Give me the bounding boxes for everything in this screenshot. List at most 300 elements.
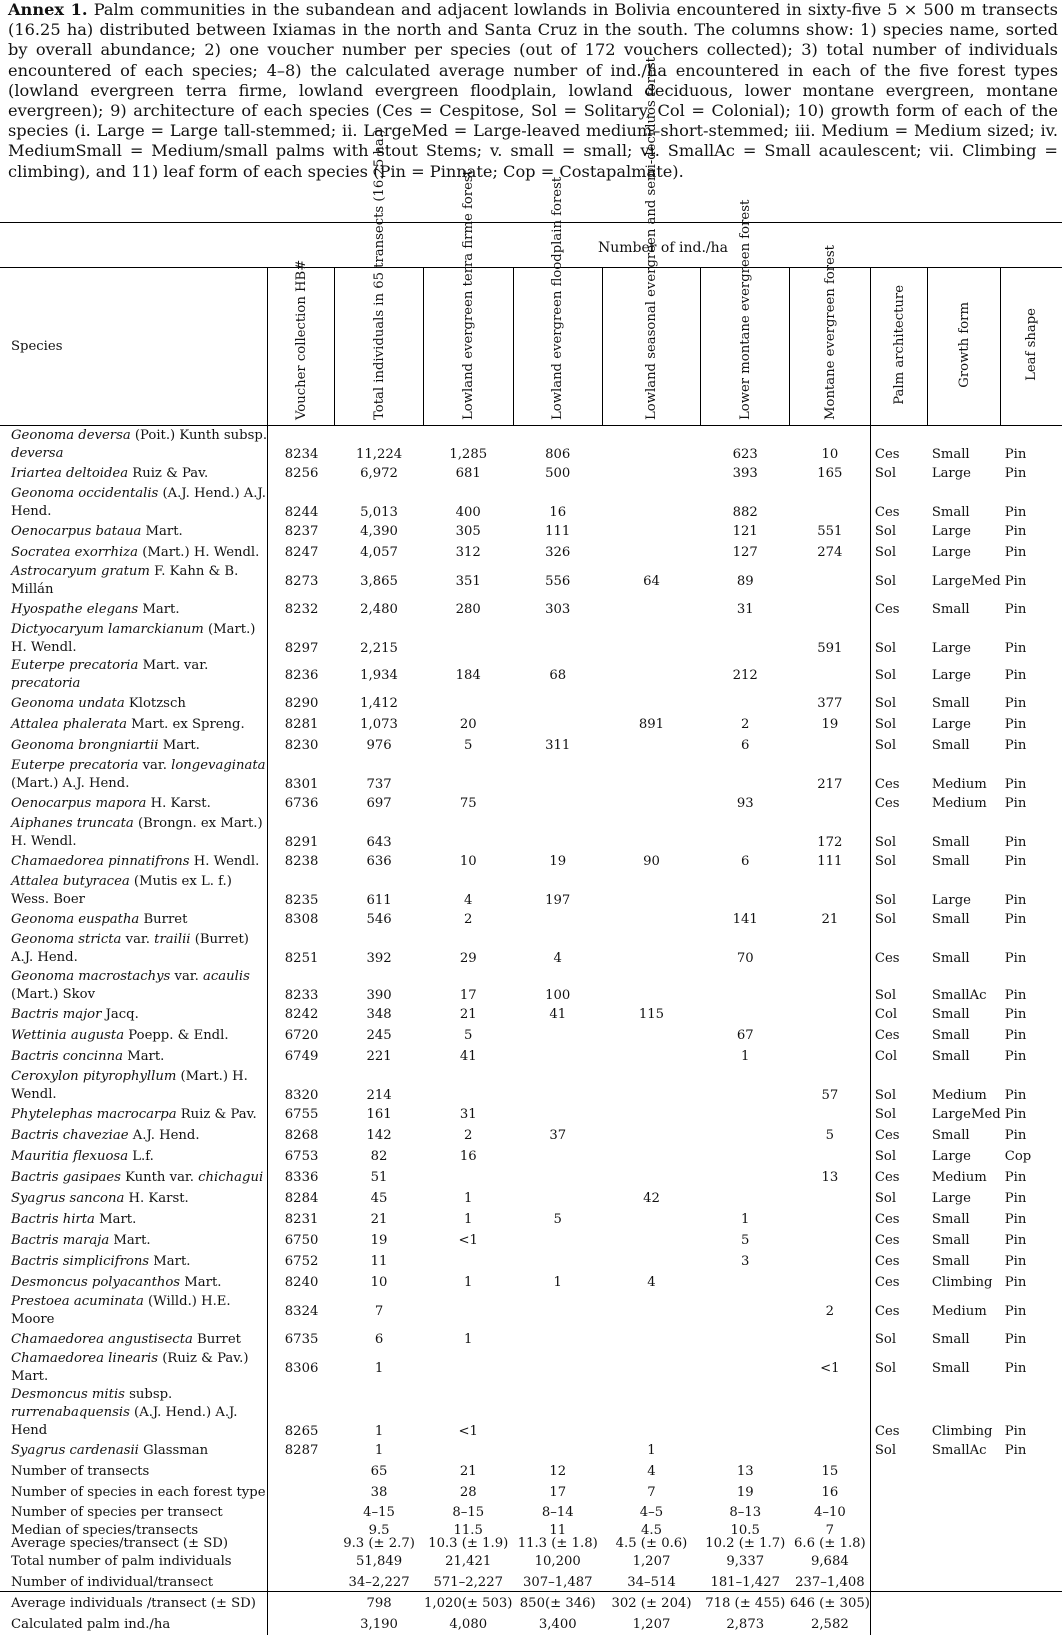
- summary-value: 302 (± 204): [611, 1595, 692, 1611]
- total-cell: 51: [370, 1170, 388, 1185]
- table-row: [0, 463, 1062, 484]
- summary-value: 2,873: [726, 1616, 765, 1632]
- species-authority: L.f.: [128, 1148, 154, 1164]
- lower-montane-cell: 5: [741, 1233, 750, 1248]
- leaf-shape-cell: Pin: [1004, 1424, 1027, 1439]
- species-name-cell: [0, 872, 268, 909]
- growth-form-cell: SmallAc: [931, 988, 987, 1003]
- species-name-cell: [0, 1329, 268, 1350]
- summary-value: 4–15: [363, 1505, 395, 1521]
- voucher-cell: 8291: [268, 814, 335, 851]
- caption-text: Palm communities in the subandean and adjacent lowlands in Bolivia encountered in sixty-five 5 × 500 m transects (16.25 ha) distributed between Ixiamas in the north and Santa Cruz in the south. The columns show: 1) species name, sorted by overall abundance; 2) one voucher number per species (out of 172 vouchers collected); 3) total number of individuals encountered of each species; 4–8) the calculated average number of ind./ha encountered in each of the five forest types (lowland evergreen terra firme, lowland evergreen floodplain, lowland deciduous, lower montane evergreen, montane evergreen); 9) architecture of each species (Ces = Cespitose, Sol = Solitary, Col = Colonial); 10) growth form of each of the species (i. Large = Large tall-stemmed; ii. LargeMed = Large-leaved medium–short-stemmed; iii. Medium = Medium sized; iv. MediumSmall = Medium/small palms with stout Stems; v. small = small; vi. SmallAc = Small acaulescent; vii. Climbing = climbing), and 11) leaf form of each species (Pin = Pinnate; Cop = Costapalmate).: [8, 0, 1058, 181]
- summary-label-cell: [0, 1593, 268, 1614]
- summary-value: 237–1,408: [795, 1575, 865, 1591]
- summary-value: 34–2,227: [348, 1575, 410, 1591]
- architecture-cell: Ces: [870, 1293, 927, 1329]
- species-authority: (Mutis ex L. f.) Wess. Boer: [11, 873, 232, 907]
- summary-value: 4–10: [813, 1505, 846, 1521]
- summary-value: 65: [370, 1463, 388, 1479]
- table-caption: [8, 0, 1058, 182]
- summary-montane-cell: [790, 1503, 871, 1524]
- species-authority: Mart.: [180, 1274, 222, 1290]
- summary-leaf-cell: [1001, 1503, 1062, 1524]
- summary-terra-firme-cell: [423, 1572, 513, 1593]
- seasonal-cell: 115: [638, 1007, 665, 1022]
- summary-value-secondary: 9.3 (± 2.7): [343, 1536, 415, 1552]
- total-cell: 976: [366, 738, 392, 753]
- architecture-cell: Sol: [870, 521, 927, 542]
- species-authority: (A.J. Hend.) A.J. Hend.: [11, 485, 266, 519]
- montane-cell: [790, 657, 871, 693]
- table-row: [0, 1067, 1062, 1104]
- table-row: [0, 1386, 1062, 1440]
- terra-firme-cell: 17: [459, 988, 477, 1003]
- species-authority: Jacq.: [101, 1006, 139, 1022]
- montane-cell: [790, 1329, 871, 1350]
- architecture-cell: Sol: [870, 814, 927, 851]
- montane-cell: 10: [821, 447, 839, 462]
- architecture-cell: Sol: [870, 872, 927, 909]
- top-rule: [0, 222, 1062, 223]
- summary-growth-cell: [928, 1523, 1001, 1551]
- growth-form-cell: Large: [931, 1191, 971, 1206]
- summary-total-cell: [335, 1461, 423, 1482]
- species-authority: Klotzsch: [124, 695, 186, 711]
- montane-cell: 19: [821, 717, 839, 732]
- species-binomial: Bactris concinna: [11, 1048, 123, 1064]
- summary-value-secondary: 11.3 (± 1.8): [517, 1536, 598, 1552]
- leaf-shape-cell: Pin: [1004, 573, 1027, 589]
- summary-value: 34–514: [627, 1575, 676, 1591]
- voucher-cell: 8237: [268, 521, 335, 542]
- montane-cell: 377: [817, 696, 843, 711]
- table-row: [0, 1104, 1062, 1125]
- species-authority: var.: [121, 931, 155, 947]
- terra-firme-cell: [423, 1440, 513, 1461]
- total-cell: 348: [366, 1007, 392, 1022]
- leaf-shape-cell: Pin: [1004, 738, 1027, 753]
- lower-montane-cell: 121: [732, 524, 758, 539]
- architecture-cell: Ces: [870, 756, 927, 793]
- terra-firme-cell: 1: [464, 1332, 473, 1347]
- summary-lower-montane-cell: [701, 1503, 790, 1524]
- montane-cell: 172: [817, 835, 843, 850]
- species-binomial: Wettinia augusta: [11, 1027, 125, 1043]
- table-row: [0, 1329, 1062, 1350]
- lower-montane-cell: 6: [741, 738, 750, 753]
- seasonal-cell: 1: [647, 1443, 656, 1458]
- total-cell: 19: [370, 1233, 388, 1248]
- lower-montane-cell: [701, 1067, 790, 1104]
- summary-floodplain-cell: [513, 1593, 602, 1614]
- species-name-cell: [0, 693, 268, 714]
- species-binomial: Oenocarpus bataua: [11, 523, 142, 539]
- species-name-cell: [0, 1293, 268, 1329]
- summary-value: 8–13: [729, 1505, 762, 1521]
- seasonal-cell: [602, 1350, 700, 1386]
- species-authority: Burret: [139, 911, 188, 927]
- species-name-cell: [0, 1004, 268, 1025]
- seasonal-cell: [602, 1329, 700, 1350]
- floodplain-cell: [513, 620, 602, 657]
- species-binomial: Prestoea acuminata: [11, 1294, 144, 1309]
- species-binomial: Socratea exorrhiza: [11, 544, 138, 560]
- col-header-floodplain: Lowland evergreen floodplain forest: [550, 176, 566, 420]
- col-header-species: Species: [0, 268, 268, 426]
- terra-firme-cell: 10: [459, 854, 477, 869]
- seasonal-cell: [602, 1067, 700, 1104]
- growth-form-cell: SmallAc: [931, 1443, 987, 1458]
- terra-firme-cell: 1: [464, 1275, 473, 1290]
- growth-form-cell: Small: [931, 738, 970, 753]
- montane-cell: [790, 1272, 871, 1293]
- floodplain-cell: 100: [545, 988, 571, 1003]
- summary-voucher-cell: [268, 1593, 335, 1614]
- growth-form-cell: Small: [931, 1212, 970, 1227]
- infraspecific-epithet: rurrenabaquensis: [11, 1405, 130, 1420]
- summary-value: 850(± 346): [519, 1595, 596, 1611]
- species-authority: H. Karst.: [146, 795, 211, 811]
- voucher-cell: 8336: [268, 1167, 335, 1188]
- species-binomial: Euterpe precatoria: [11, 658, 139, 673]
- summary-value: 12: [549, 1463, 567, 1479]
- voucher-cell: 6750: [268, 1230, 335, 1251]
- header-row: [0, 268, 1062, 426]
- species-authority: Mart.: [109, 1232, 151, 1248]
- leaf-shape-cell: Pin: [1004, 1360, 1027, 1376]
- summary-leaf-cell: [1001, 1593, 1062, 1614]
- terra-firme-cell: <1: [458, 1233, 478, 1248]
- montane-cell: [790, 1440, 871, 1461]
- total-cell: 21: [370, 1212, 388, 1227]
- montane-cell: 551: [817, 524, 843, 539]
- seasonal-cell: [602, 620, 700, 657]
- voucher-cell: 6736: [268, 793, 335, 814]
- species-binomial: Bactris major: [11, 1006, 102, 1022]
- table-row: [0, 1272, 1062, 1293]
- floodplain-cell: 4: [553, 951, 562, 966]
- total-cell: 7: [374, 1303, 384, 1319]
- species-binomial: Chamaedorea linearis: [11, 1351, 159, 1366]
- voucher-cell: 8268: [268, 1125, 335, 1146]
- floodplain-cell: [513, 1293, 602, 1329]
- voucher-cell: 8233: [268, 967, 335, 1004]
- leaf-shape-cell: Pin: [1004, 854, 1027, 869]
- summary-voucher-cell: [268, 1503, 335, 1524]
- lower-montane-cell: [701, 1329, 790, 1350]
- table-row: [0, 620, 1062, 657]
- species-authority: Poepp. & Endl.: [124, 1027, 229, 1043]
- species-name-cell: [0, 1104, 268, 1125]
- terra-firme-cell: 351: [455, 573, 481, 589]
- summary-seasonal-cell: [602, 1551, 700, 1572]
- lower-montane-cell: 141: [732, 912, 758, 927]
- summary-architecture-cell: [870, 1551, 927, 1572]
- floodplain-cell: [513, 1329, 602, 1350]
- summary-label-cell: [0, 1572, 268, 1593]
- summary-floodplain-cell: [513, 1551, 602, 1572]
- species-authority: H. Karst.: [124, 1190, 189, 1206]
- table-body: [0, 426, 1062, 1635]
- infraspecific-epithet: deversa: [11, 445, 64, 461]
- floodplain-cell: [513, 793, 602, 814]
- floodplain-cell: [513, 814, 602, 851]
- species-name-cell: [0, 1272, 268, 1293]
- species-name-cell: [0, 967, 268, 1004]
- species-authority: Kunth var.: [120, 1169, 199, 1185]
- architecture-cell: Ces: [870, 1167, 927, 1188]
- species-name-cell: [0, 620, 268, 657]
- table-row: [0, 930, 1062, 967]
- lower-montane-cell: 3: [741, 1254, 750, 1269]
- growth-form-cell: Large: [931, 524, 971, 539]
- table-row: [0, 814, 1062, 851]
- montane-cell: [790, 967, 871, 1004]
- summary-seasonal-cell: [602, 1523, 700, 1551]
- species-name-cell: [0, 484, 268, 521]
- floodplain-cell: 806: [545, 447, 571, 462]
- species-authority: Mart.: [141, 523, 183, 539]
- summary-total-cell: [335, 1482, 423, 1503]
- leaf-shape-cell: Pin: [1004, 1254, 1027, 1269]
- voucher-cell: 6755: [268, 1104, 335, 1125]
- infraspecific-authority: (Mart.) Skov: [11, 986, 96, 1002]
- summary-lower-montane-cell: [701, 1523, 790, 1551]
- lower-montane-cell: 393: [732, 466, 758, 481]
- total-cell: 5,013: [360, 505, 398, 520]
- floodplain-cell: [513, 1230, 602, 1251]
- terra-firme-cell: [423, 1293, 513, 1329]
- terra-firme-cell: 280: [455, 602, 481, 617]
- lower-montane-cell: [701, 1386, 790, 1440]
- voucher-cell: 6720: [268, 1025, 335, 1046]
- voucher-cell: 8287: [268, 1440, 335, 1461]
- table-row: [0, 563, 1062, 599]
- seasonal-cell: [602, 484, 700, 521]
- seasonal-cell: 891: [638, 717, 665, 732]
- floodplain-cell: 311: [545, 738, 571, 753]
- table-row: [0, 426, 1062, 464]
- architecture-cell: Sol: [870, 693, 927, 714]
- montane-cell: 13: [821, 1170, 839, 1185]
- col-header-growth-form: Growth form: [956, 301, 972, 388]
- summary-floodplain-cell: [513, 1461, 602, 1482]
- montane-cell: [790, 484, 871, 521]
- floodplain-cell: 500: [545, 466, 571, 481]
- summary-architecture-cell: [870, 1503, 927, 1524]
- summary-label: Number of species in each forest type: [11, 1484, 266, 1500]
- summary-floodplain-cell: [513, 1482, 602, 1503]
- montane-cell: [790, 1004, 871, 1025]
- lower-montane-cell: [701, 1146, 790, 1167]
- leaf-shape-cell: Pin: [1004, 717, 1027, 732]
- species-name-cell: [0, 1386, 268, 1440]
- floodplain-cell: 5: [553, 1212, 562, 1227]
- growth-form-cell: Small: [931, 951, 970, 966]
- species-binomial: Syagrus cardenasii: [11, 1442, 139, 1458]
- terra-firme-cell: 29: [459, 951, 477, 966]
- leaf-shape-cell: Pin: [1004, 1191, 1027, 1206]
- table-row: [0, 872, 1062, 909]
- summary-leaf-cell: [1001, 1523, 1062, 1551]
- species-name-cell: [0, 814, 268, 851]
- growth-form-cell: Large: [931, 1149, 971, 1164]
- table-row: [0, 909, 1062, 930]
- species-name-cell: [0, 657, 268, 693]
- lower-montane-cell: [701, 693, 790, 714]
- floodplain-cell: [513, 693, 602, 714]
- summary-montane-cell: [790, 1614, 871, 1635]
- table-row: [0, 484, 1062, 521]
- growth-form-cell: Small: [931, 1128, 970, 1143]
- species-authority: (Mart.) H. Wendl.: [138, 544, 260, 560]
- table-row: [0, 599, 1062, 620]
- species-binomial: Bactris maraja: [11, 1232, 110, 1248]
- col-header-montane: Montane evergreen forest: [822, 244, 838, 420]
- infraspecific-authority: (Burret) A.J. Hend.: [11, 931, 249, 965]
- species-name-cell: [0, 756, 268, 793]
- voucher-cell: 8238: [268, 851, 335, 872]
- summary-lower-montane-cell: [701, 1593, 790, 1614]
- voucher-cell: 8232: [268, 599, 335, 620]
- summary-seasonal-cell: [602, 1482, 700, 1503]
- total-cell: 643: [366, 835, 392, 850]
- floodplain-cell: 326: [545, 545, 571, 560]
- architecture-cell: Sol: [870, 657, 927, 693]
- summary-value-secondary: 4.5 (± 0.6): [615, 1536, 688, 1552]
- lower-montane-cell: 1: [741, 1049, 750, 1064]
- summary-row: [0, 1461, 1062, 1482]
- summary-value: 21: [459, 1463, 477, 1479]
- lower-montane-cell: 127: [732, 545, 758, 560]
- architecture-cell: Ces: [870, 1209, 927, 1230]
- species-name-cell: [0, 1251, 268, 1272]
- voucher-cell: 8242: [268, 1004, 335, 1025]
- summary-montane-cell: [790, 1461, 871, 1482]
- species-binomial: Geonoma stricta: [11, 931, 122, 947]
- table-row: [0, 735, 1062, 756]
- species-authority: Ruiz & Pav.: [176, 1106, 257, 1122]
- table-row: [0, 1440, 1062, 1461]
- growth-form-cell: Medium: [931, 796, 987, 811]
- terra-firme-cell: [423, 693, 513, 714]
- summary-floodplain-cell: [513, 1523, 602, 1551]
- summary-terra-firme-cell: [423, 1593, 513, 1614]
- species-authority: Mart.: [158, 737, 200, 753]
- species-name-cell: [0, 1167, 268, 1188]
- summary-voucher-cell: [268, 1461, 335, 1482]
- floodplain-cell: [513, 1067, 602, 1104]
- summary-leaf-cell: [1001, 1482, 1062, 1503]
- floodplain-cell: 37: [549, 1128, 567, 1143]
- infraspecific-authority: (A.J. Hend.) A.J. Hend: [11, 1405, 238, 1438]
- leaf-shape-cell: Pin: [1004, 835, 1027, 850]
- summary-voucher-cell: [268, 1572, 335, 1593]
- total-cell: 697: [366, 796, 392, 811]
- total-cell: 6: [374, 1332, 384, 1347]
- seasonal-cell: [602, 426, 700, 464]
- species-binomial: Desmoncus polyacanthos: [11, 1274, 181, 1290]
- species-binomial: Phytelephas macrocarpa: [11, 1106, 177, 1122]
- growth-form-cell: Large: [931, 893, 971, 908]
- summary-growth-cell: [928, 1461, 1001, 1482]
- voucher-cell: 8244: [268, 484, 335, 521]
- voucher-cell: 6735: [268, 1329, 335, 1350]
- seasonal-cell: [602, 1125, 700, 1146]
- voucher-cell: 6749: [268, 1046, 335, 1067]
- growth-form-cell: Medium: [931, 1303, 987, 1319]
- species-binomial: Mauritia flexuosa: [11, 1148, 129, 1164]
- architecture-cell: Ces: [870, 484, 927, 521]
- floodplain-cell: [513, 1167, 602, 1188]
- total-cell: 82: [370, 1149, 388, 1164]
- total-cell: 161: [366, 1107, 392, 1122]
- summary-growth-cell: [928, 1614, 1001, 1635]
- terra-firme-cell: 184: [455, 667, 481, 683]
- summary-value: 4–5: [639, 1505, 664, 1521]
- floodplain-cell: [513, 1386, 602, 1440]
- species-binomial: Bactris gasipaes: [11, 1169, 121, 1185]
- montane-cell: 57: [821, 1088, 839, 1103]
- leaf-shape-cell: Pin: [1004, 602, 1027, 617]
- total-cell: 392: [366, 951, 392, 966]
- summary-value: 2,582: [810, 1616, 849, 1632]
- leaf-shape-cell: Pin: [1004, 912, 1027, 927]
- architecture-cell: Sol: [870, 463, 927, 484]
- species-binomial: Bactris chaveziae: [11, 1127, 129, 1143]
- table-row: [0, 1146, 1062, 1167]
- summary-value: 646 (± 305): [789, 1595, 870, 1611]
- summary-growth-cell: [928, 1572, 1001, 1593]
- voucher-cell: 8240: [268, 1272, 335, 1293]
- summary-row: [0, 1572, 1062, 1593]
- voucher-cell: 8290: [268, 693, 335, 714]
- summary-value: 9,337: [726, 1554, 765, 1570]
- floodplain-cell: 41: [549, 1007, 567, 1022]
- growth-form-cell: Small: [931, 696, 970, 711]
- seasonal-cell: [602, 1251, 700, 1272]
- terra-firme-cell: 41: [459, 1049, 477, 1064]
- voucher-cell: 8284: [268, 1188, 335, 1209]
- table-row: [0, 521, 1062, 542]
- total-cell: 1: [374, 1443, 384, 1458]
- seasonal-cell: [602, 735, 700, 756]
- architecture-cell: Ces: [870, 1125, 927, 1146]
- summary-row: [0, 1503, 1062, 1524]
- terra-firme-cell: 2: [464, 1128, 473, 1143]
- lower-montane-cell: 212: [732, 667, 758, 683]
- summary-seasonal-cell: [602, 1503, 700, 1524]
- species-binomial: Geonoma euspatha: [11, 911, 140, 927]
- montane-cell: [790, 1046, 871, 1067]
- architecture-cell: Sol: [870, 967, 927, 1004]
- seasonal-cell: [602, 756, 700, 793]
- summary-architecture-cell: [870, 1614, 927, 1635]
- growth-form-cell: Medium: [931, 1088, 987, 1103]
- lower-montane-cell: 89: [736, 573, 754, 589]
- lower-montane-cell: 1: [741, 1212, 750, 1227]
- voucher-cell: 8230: [268, 735, 335, 756]
- total-cell: 10: [370, 1275, 388, 1290]
- summary-lower-montane-cell: [701, 1482, 790, 1503]
- montane-cell: [790, 1209, 871, 1230]
- table-row: [0, 756, 1062, 793]
- table-row: [0, 657, 1062, 693]
- growth-form-cell: Small: [931, 447, 970, 462]
- growth-form-cell: Small: [931, 602, 970, 617]
- summary-growth-cell: [928, 1482, 1001, 1503]
- infraspecific-authority: (Mart.) A.J. Hend.: [11, 775, 130, 791]
